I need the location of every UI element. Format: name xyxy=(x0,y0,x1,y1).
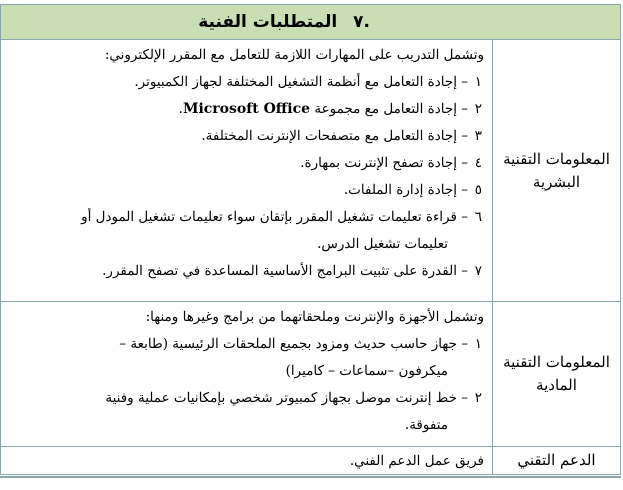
section-header-row xyxy=(1,5,621,40)
item-number: ٣ xyxy=(474,128,482,144)
material-intro: وتشمل الأجهزة والإنترنت وملحقاتهما من برامج وغيرها ومنها: xyxy=(145,309,484,325)
material-content xyxy=(1,302,493,447)
item-text: – جهاز حاسب حديث ومزود بجميع الملحقات الرئيسية (طابعة – xyxy=(119,336,468,352)
section-header xyxy=(1,5,621,40)
item-number: ٥ xyxy=(474,182,482,198)
human-row xyxy=(1,40,621,302)
item-number: ٢ xyxy=(474,101,482,117)
item-number: ٤ xyxy=(474,155,482,171)
bottom-border xyxy=(0,476,621,481)
list-item xyxy=(7,258,484,285)
list-item xyxy=(7,123,484,150)
item-number: ٢ xyxy=(474,390,482,406)
item-continuation: متفوقة. xyxy=(404,417,448,433)
human-intro: وتشمل التدريب على المهارات اللازمة للتعامل مع المقرر الإلكتروني: xyxy=(104,47,484,63)
item-number: ١ xyxy=(474,74,482,90)
item-continuation: تعليمات تشغيل الدرس. xyxy=(317,236,448,252)
item-punct: . xyxy=(178,101,183,117)
human-label: المعلومات التقنية البشرية xyxy=(493,40,621,302)
list-item xyxy=(7,385,484,412)
item-text: – إجادة التعامل مع أنظمة التشغيل المختلفة لجهاز الكمبيوتر. xyxy=(134,74,468,90)
support-content: فريق عمل الدعم الفني. xyxy=(1,447,493,475)
list-item xyxy=(7,204,484,231)
section-number: .٧ xyxy=(353,12,370,32)
item-text: – القدرة على تثبيت البرامج الأساسية المساعدة في تصفح المقرر. xyxy=(102,263,468,279)
item-number: ١ xyxy=(474,336,482,352)
item-number: ٦ xyxy=(474,209,482,225)
item-number: ٧ xyxy=(474,263,482,279)
human-content xyxy=(1,40,493,302)
item-text: – إجادة تصفح الإنترنت بمهارة. xyxy=(300,155,468,171)
item-text: – قراءة تعليمات تشغيل المقرر بإتقان سواء تعليمات تشغيل المودل أو xyxy=(81,209,468,225)
list-item xyxy=(7,96,484,123)
support-row xyxy=(1,447,621,475)
item-continuation: ميكرفون –سماعات – كاميرا) xyxy=(285,363,448,379)
material-row xyxy=(1,302,621,447)
item-text: – إجادة التعامل مع مجموعة xyxy=(314,101,468,117)
section-title: المتطلبات الفنية xyxy=(198,12,338,32)
material-label: المعلومات التقنية المادية xyxy=(493,302,621,447)
item-text: – إجادة إدارة الملفات. xyxy=(343,182,468,198)
item-text: – إجادة التعامل مع متصفحات الإنترنت المختلفة. xyxy=(201,128,468,144)
item-text: – خط إنترنت موصل بجهاز كمبيوتر شخصي بإمكانيات عملية وفنية xyxy=(105,390,468,406)
list-item xyxy=(7,331,484,358)
list-item xyxy=(7,150,484,177)
item-bold-text: Microsoft Office xyxy=(182,101,311,117)
list-item xyxy=(7,177,484,204)
list-item xyxy=(7,69,484,96)
support-label: الدعم التقني xyxy=(493,447,621,475)
technical-requirements-table xyxy=(0,4,621,475)
